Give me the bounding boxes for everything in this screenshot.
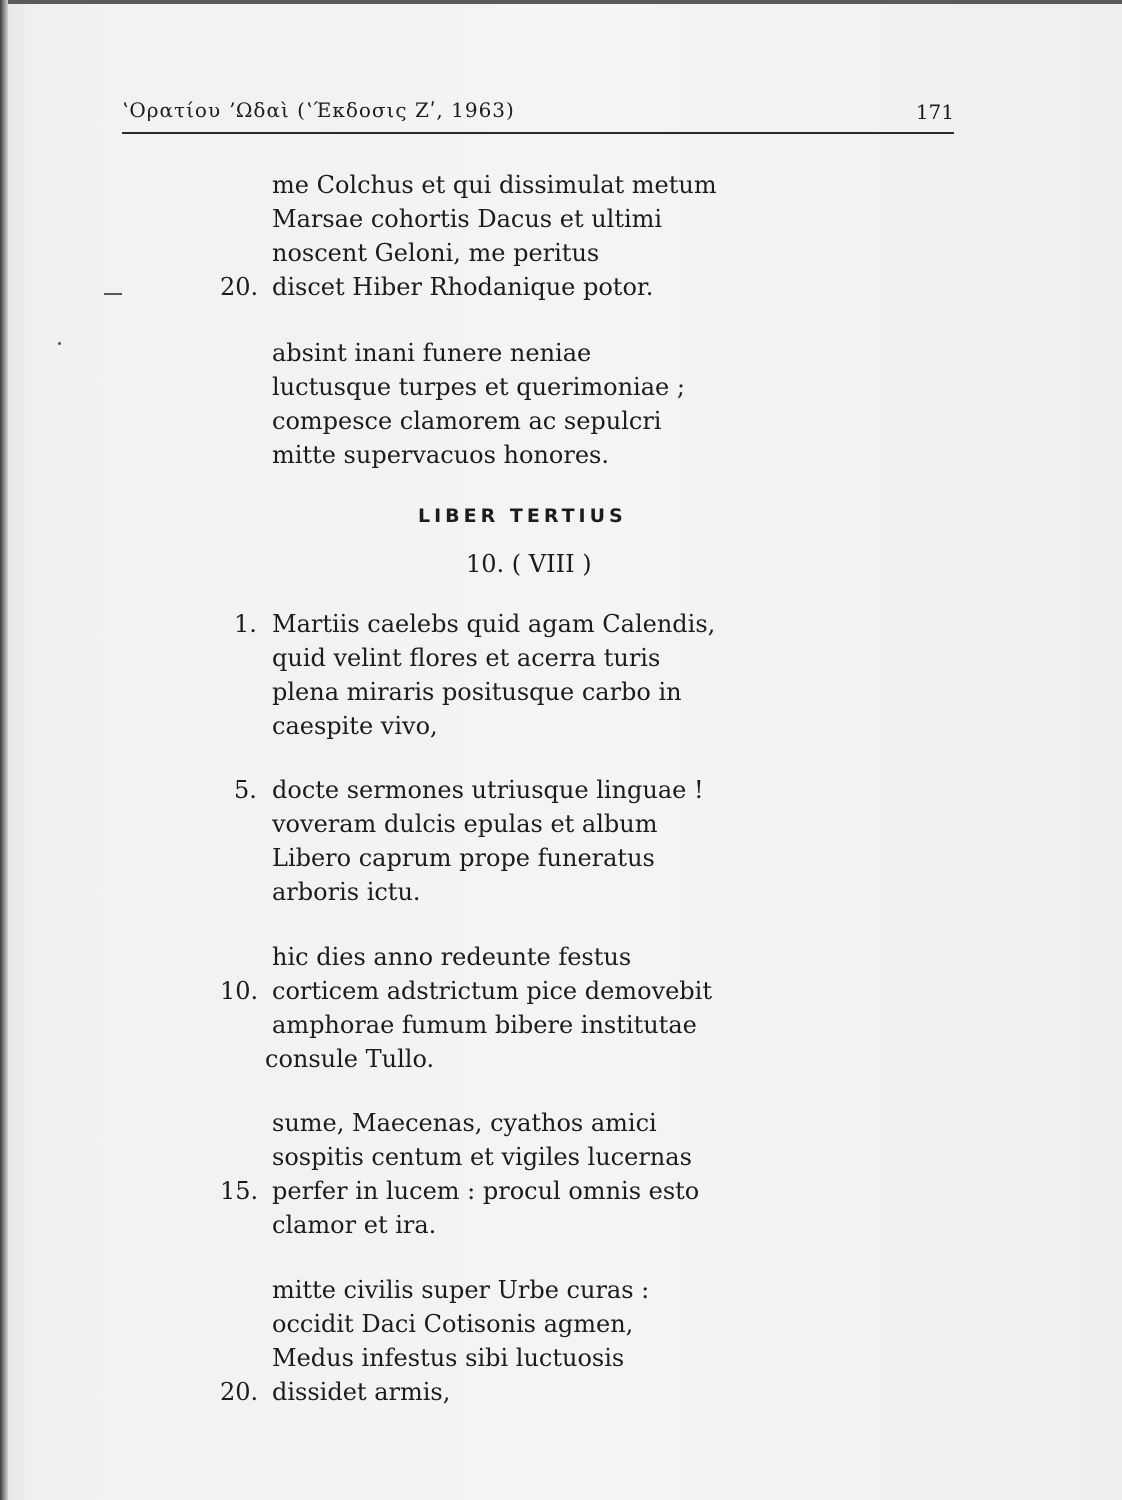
- verse-line: perfer in lucem : procul omnis esto: [272, 1177, 700, 1205]
- verse-line: sume, Maecenas, cyathos amici: [272, 1109, 657, 1137]
- line-number: 20.: [220, 1378, 259, 1406]
- line-number: 15.: [220, 1177, 259, 1205]
- verse-line: corticem adstrictum pice demovebit: [272, 977, 712, 1005]
- verse-line: Medus infestus sibi luctuosis: [272, 1344, 625, 1372]
- verse-line: caespite vivo,: [272, 712, 438, 740]
- verse-line: mitte civilis super Urbe curas :: [272, 1276, 650, 1304]
- verse-line: Martiis caelebs quid agam Calendis,: [272, 610, 716, 638]
- book-title: LIBER TERTIUS: [418, 505, 627, 527]
- verse-line: mitte supervacuos honores.: [272, 441, 609, 469]
- verse-line: compesce clamorem ac sepulcri: [272, 407, 662, 435]
- verse-line: absint inani funere neniae: [272, 339, 592, 367]
- line-number: 1.: [234, 610, 257, 638]
- verse-line: discet Hiber Rhodanique potor.: [272, 273, 654, 301]
- book-spine-shadow: [0, 0, 8, 1500]
- verse-line: voveram dulcis epulas et album: [272, 810, 658, 838]
- verse-line: hic dies anno redeunte festus: [272, 943, 632, 971]
- verse-line: plena miraris positusque carbo in: [272, 678, 682, 706]
- line-number: 10.: [220, 977, 259, 1005]
- margin-dot: [58, 342, 61, 345]
- verse-line: arboris ictu.: [272, 878, 421, 906]
- page-number: 171: [915, 100, 954, 124]
- header-title: ʽΟρατίου ʼΩδαὶ (ʽΈκδοσις Ζʹ, 1963): [122, 98, 515, 122]
- poem-title: 10. ( VIII ): [466, 550, 592, 578]
- running-header: [122, 98, 954, 134]
- header-rule: [122, 132, 954, 134]
- verse-line: Marsae cohortis Dacus et ultimi: [272, 205, 663, 233]
- verse-line: clamor et ira.: [272, 1211, 437, 1239]
- verse-line: occidit Daci Cotisonis agmen,: [272, 1310, 634, 1338]
- verse-line: docte sermones utriusque linguae !: [272, 776, 704, 804]
- verse-line: dissidet armis,: [272, 1378, 451, 1406]
- page-top-edge: [0, 0, 1122, 4]
- verse-line: consule Tullo.: [265, 1045, 435, 1073]
- verse-line: noscent Geloni, me peritus: [272, 239, 600, 267]
- verse-line: amphorae fumum bibere institutae: [272, 1011, 697, 1039]
- verse-line: quid velint flores et acerra turis: [272, 644, 661, 672]
- verse-line: luctusque turpes et querimoniae ;: [272, 373, 685, 401]
- margin-dash: [104, 293, 122, 295]
- verse-line: Libero caprum prope funeratus: [272, 844, 655, 872]
- line-number: 5.: [234, 776, 257, 804]
- verse-line: sospitis centum et vigiles lucernas: [272, 1143, 692, 1171]
- line-number: 20.: [220, 273, 259, 301]
- verse-line: me Colchus et qui dissimulat metum: [272, 171, 717, 199]
